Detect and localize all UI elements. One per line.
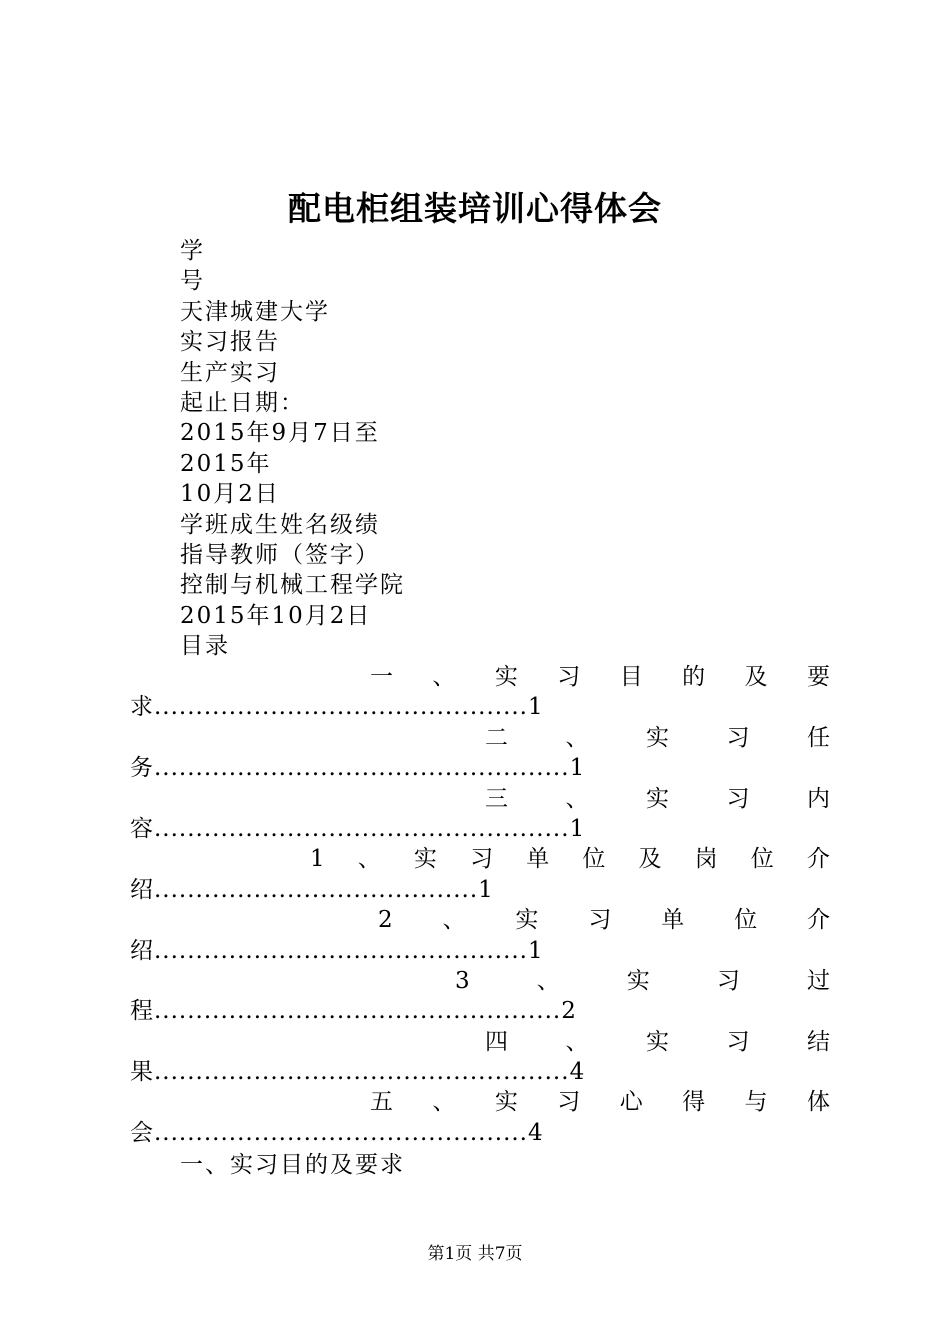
cover-line: 起止日期： [180,390,305,417]
cover-line: 生产实习 [180,359,280,386]
toc-entry [130,784,830,845]
toc-dot-leader: ............................................. [154,694,528,721]
toc-dot-leader: .................................................. [154,815,570,842]
toc-page-number: 1 [569,815,586,842]
cover-line: 2015年10月2日 [180,602,372,629]
toc-entry [130,1087,830,1148]
toc-entry-leader [130,753,830,783]
cover-line: 号 [180,268,205,295]
toc-entry-heading: 三 、 实 习 内 [485,785,830,812]
toc-dot-leader: ....................................... [154,876,479,903]
toc-entry-leader [130,875,830,905]
toc-entry-heading: 3 、 实 习 过 [455,967,830,994]
toc-entry-tail: 容 [130,815,154,842]
toc-entry-tail: 绍 [130,937,154,964]
toc-entry-heading: 一 、 实 习 目 的 及 要 [370,664,830,690]
cover-line: 2015年9月7日至 [180,420,380,447]
toc-entry-tail: 果 [130,1059,154,1086]
toc-page-number: 4 [528,1119,544,1146]
toc-entry-leader [130,1057,830,1087]
cover-line: 指导教师（签字） [180,542,380,569]
cover-line: 天津城建大学 [180,298,330,325]
cover-line: 实习报告 [180,329,280,356]
cover-line: 学 [180,238,205,264]
toc-page-number: 1 [528,937,544,964]
toc-dot-leader: ............................................. [154,937,528,964]
cover-line: 10月2日 [180,481,280,508]
toc-page-number: 2 [561,998,577,1025]
toc-entry [130,1027,830,1088]
toc-entry [130,723,830,784]
toc-entry-tail: 绍 [130,876,154,903]
toc-entry-heading: 2 、 实 习 单 位 介 [378,907,830,934]
toc-dot-leader: ................................................. [154,998,562,1025]
toc-entry-tail: 会 [130,1119,154,1146]
document-title: 配电柜组装培训心得体会 [288,189,662,228]
toc-entry [130,966,830,1027]
toc-page-number: 4 [569,1059,586,1086]
page-footer: 第1页 共7页 [427,1244,523,1264]
toc-dot-leader: .................................................. [154,1059,570,1086]
cover-line: 目录 [180,633,230,660]
toc-entry-leader [130,996,830,1026]
toc-dot-leader: ............................................. [154,1119,528,1146]
toc-entry-heading: 二 、 实 习 任 [485,724,830,751]
toc-entry-leader [130,936,830,966]
toc-entry-tail: 程 [130,998,154,1025]
toc-page-number: 1 [528,694,544,721]
cover-lines [180,236,405,662]
toc-entry-leader [130,814,830,844]
toc-entry-heading: 四 、 实 习 结 [485,1028,830,1055]
toc-entry-tail: 求 [130,694,154,721]
toc-entry [130,844,830,905]
cover-line: 学班成生姓名级绩 [180,511,380,538]
toc-entry-heading: 五 、 实 习 心 得 与 体 [370,1089,830,1116]
toc-dot-leader: .................................................. [154,755,570,782]
section-heading: 一、实习目的及要求 [180,1152,405,1178]
toc-entry-leader [130,1118,830,1148]
table-of-contents [130,662,830,1148]
toc-page-number: 1 [569,755,586,782]
toc-entry [130,905,830,966]
cover-line: 2015年 [180,450,272,477]
toc-entry-tail: 务 [130,755,154,782]
toc-page-number: 1 [478,876,494,903]
toc-entry-leader [130,692,830,722]
cover-line: 控制与机械工程学院 [180,572,405,599]
toc-entry [130,662,830,723]
toc-entry-heading: 1 、 实 习 单 位 及 岗 位 介 [310,846,830,873]
